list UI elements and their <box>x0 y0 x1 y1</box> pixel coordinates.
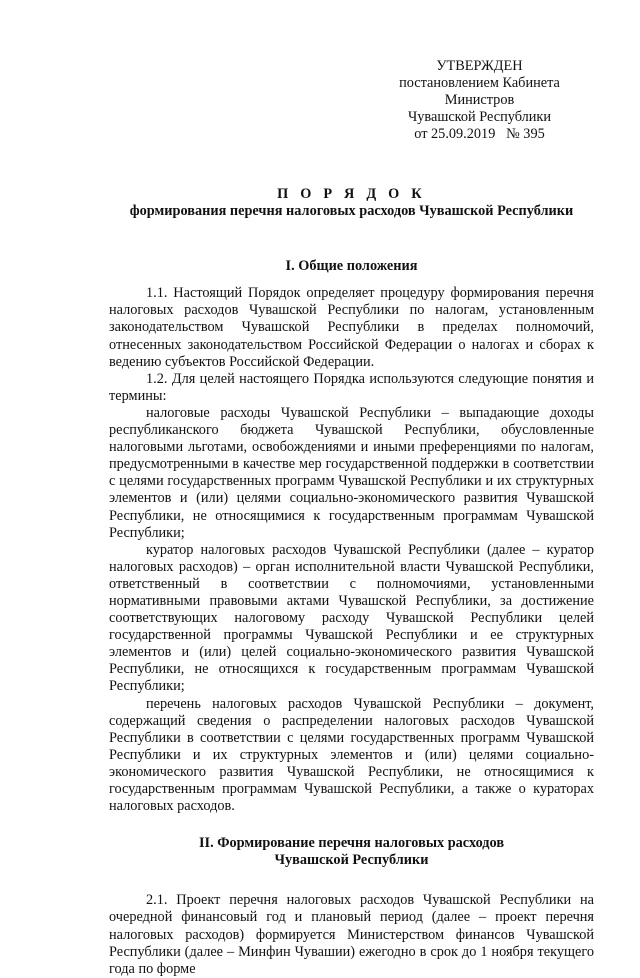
section-2-heading-line-1: II. Формирование перечня налоговых расходов <box>198 835 505 852</box>
section-2-heading-line-2: Чувашской Республики <box>274 852 429 869</box>
section-2-body <box>109 892 594 977</box>
approval-heading: УТВЕРЖДЕН <box>436 58 523 74</box>
title-main: П О Р Я Д О К <box>277 186 426 202</box>
section-1-heading: I. Общие положения <box>285 258 418 275</box>
title-subtitle: формирования перечня налоговых расходов Чувашской Республики <box>129 203 574 220</box>
section-1-body <box>109 285 594 815</box>
paragraph-curator-definition: куратор налоговых расходов Чувашской Республики (далее – куратор налоговых расходов) – орган исполнительной власти Чувашской Республики, ответственный в соответствии с полномочиями, установленными нормативными правовыми актами Чувашской Республики, за достижение соответствующих налоговому расходу Чувашской Республики целей государственной программы Чувашской Республики и ее структурных элементов и (или) целей социально-экономического развития Чувашской Республики, не относящихся к государственным программам Чувашской Республики; <box>109 541 594 695</box>
paragraph-2-1: 2.1. Проект перечня налоговых расходов Чувашской Республики на очередной финансовый год и плановый период (далее – проект перечня налоговых расходов) формируется Министерством финансов Чувашской Республики (далее – Минфин Чувашии) ежегодно в срок до 1 ноября текущего года по форме <box>109 892 594 977</box>
paragraph-1-1: 1.1. Настоящий Порядок определяет процедуру формирования перечня налоговых расходов Чувашской Республики по налогам, установленным законодательством Чувашской Республики в пределах полномочий, отнесенных законодательством Российской Федерации о налогах и сборах к ведению субъектов Российской Федерации. <box>109 285 594 370</box>
approval-line-1: постановлением Кабинета Министров <box>399 75 560 108</box>
section-2-heading <box>109 835 594 869</box>
document-title <box>109 186 594 220</box>
paragraph-list-definition: перечень налоговых расходов Чувашской Республики – документ, содержащий сведения о распределении налоговых расходов Чувашской Республики в соответствии с целями государственных программ Чувашской Республики и их структурных элементов и (или) целями социально-экономического развития Чувашской Республики, не относящимися к государственным программам Чувашской Республики, а также о кураторах налоговых расходов. <box>109 695 594 815</box>
approval-line-2: Чувашской Республики <box>407 109 552 125</box>
approval-stamp <box>365 58 594 143</box>
paragraph-1-2: 1.2. Для целей настоящего Порядка используются следующие понятия и термины: <box>109 370 594 404</box>
paragraph-tax-expenses-definition: налоговые расходы Чувашской Республики – выпадающие доходы республиканского бюджета Чувашской Республики, обусловленные налоговыми льготами, освобождениями и иными преференциями по налогам, предусмотренными в качестве мер государственной поддержки в соответствии с целями государственных программ Чувашской Республики и их структурных элементов и (или) целями социально-экономического развития Чувашской Республики, не относящимися к государственным программам Чувашской Республики; <box>109 404 594 541</box>
approval-line-3: от 25.09.2019 № 395 <box>414 126 545 142</box>
